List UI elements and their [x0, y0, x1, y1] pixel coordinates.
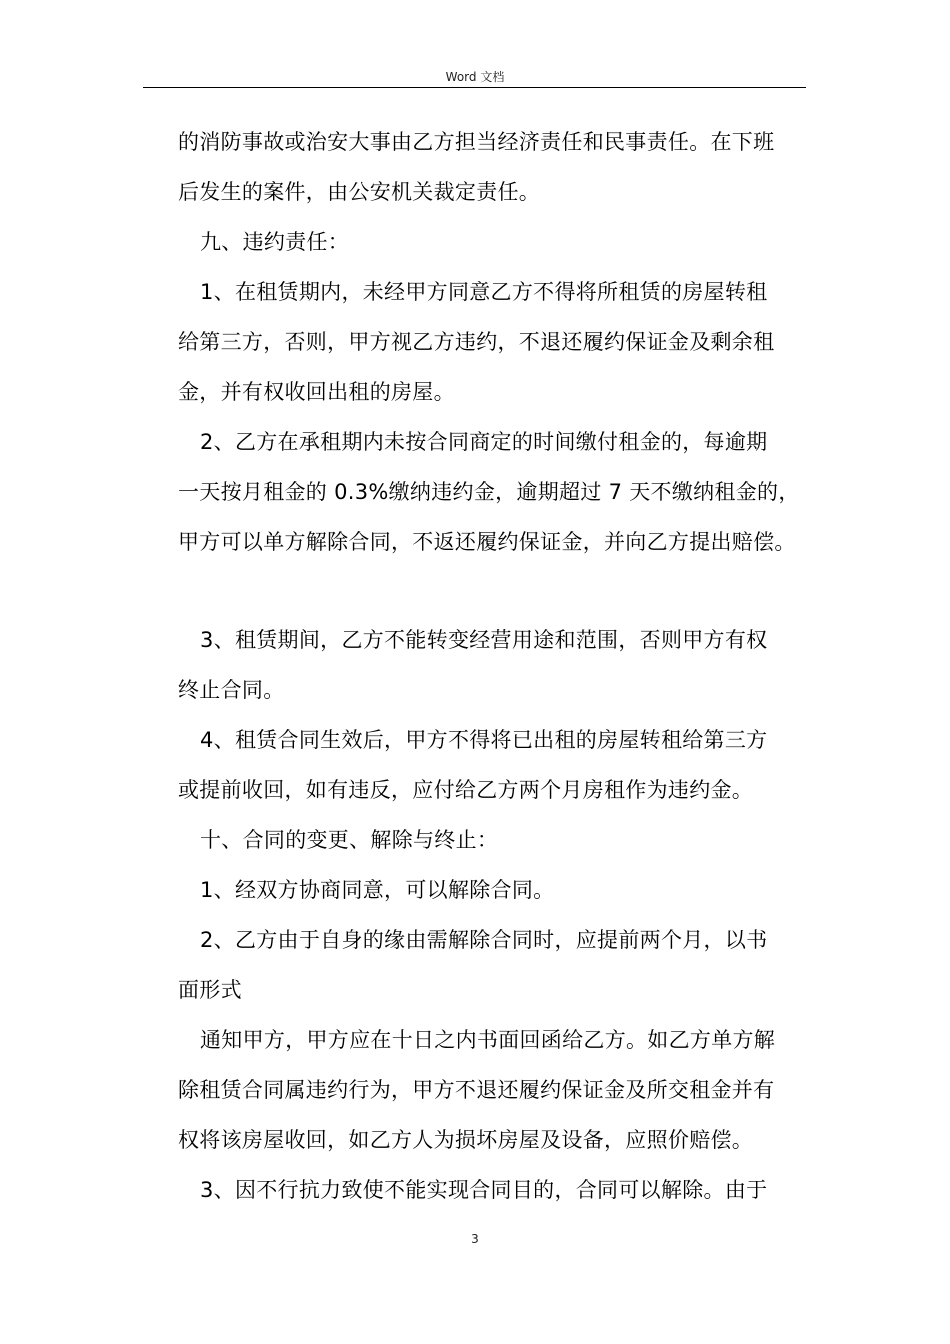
text-line: 3、租赁期间，乙方不能转变经营用途和范围，否则甲方有权: [200, 628, 768, 652]
text-line: 给第三方，否则，甲方视乙方违约，不退还履约保证金及剩余租: [178, 330, 775, 354]
text-line: 2、乙方由于自身的缘由需解除合同时，应提前两个月，以书: [200, 928, 768, 952]
text-line: 或提前收回，如有违反，应付给乙方两个月房租作为违约金。: [178, 778, 754, 802]
text-line: 2、乙方在承租期内未按合同商定的时间缴付租金的，每逾期: [200, 430, 768, 454]
document-header-title: Word 文档: [445, 70, 505, 84]
text-line: 后发生的案件，由公安机关裁定责任。: [178, 180, 541, 204]
text-line: 的消防事故或治安大事由乙方担当经济责任和民事责任。在下班: [178, 130, 775, 154]
text-line: 1、经双方协商同意，可以解除合同。: [200, 878, 555, 902]
section-heading: 十、合同的变更、解除与终止：: [200, 828, 499, 852]
text-line: 一天按月租金的 0.3%缴纳违约金，逾期超过 7 天不缴纳租金的，: [178, 480, 800, 504]
text-line: 通知甲方，甲方应在十日之内书面回函给乙方。如乙方单方解: [200, 1028, 776, 1052]
text-line: 权将该房屋收回，如乙方人为损坏房屋及设备，应照价赔偿。: [178, 1128, 754, 1152]
text-line: 终止合同。: [178, 678, 285, 702]
page-number: 3: [471, 1232, 479, 1246]
text-line: 1、在租赁期内，未经甲方同意乙方不得将所租赁的房屋转租: [200, 280, 768, 304]
text-line: 4、租赁合同生效后，甲方不得将已出租的房屋转租给第三方: [200, 728, 768, 752]
text-line: 除租赁合同属违约行为，甲方不退还履约保证金及所交租金并有: [178, 1078, 775, 1102]
header-divider: [143, 87, 806, 88]
section-heading: 九、违约责任：: [200, 230, 350, 254]
text-line: 甲方可以单方解除合同，不返还履约保证金，并向乙方提出赔偿。: [178, 530, 796, 554]
text-line: 金，并有权收回出租的房屋。: [178, 380, 455, 404]
text-line: 面形式: [178, 978, 242, 1002]
text-line: 3、因不行抗力致使不能实现合同目的，合同可以解除。由于: [200, 1178, 768, 1202]
